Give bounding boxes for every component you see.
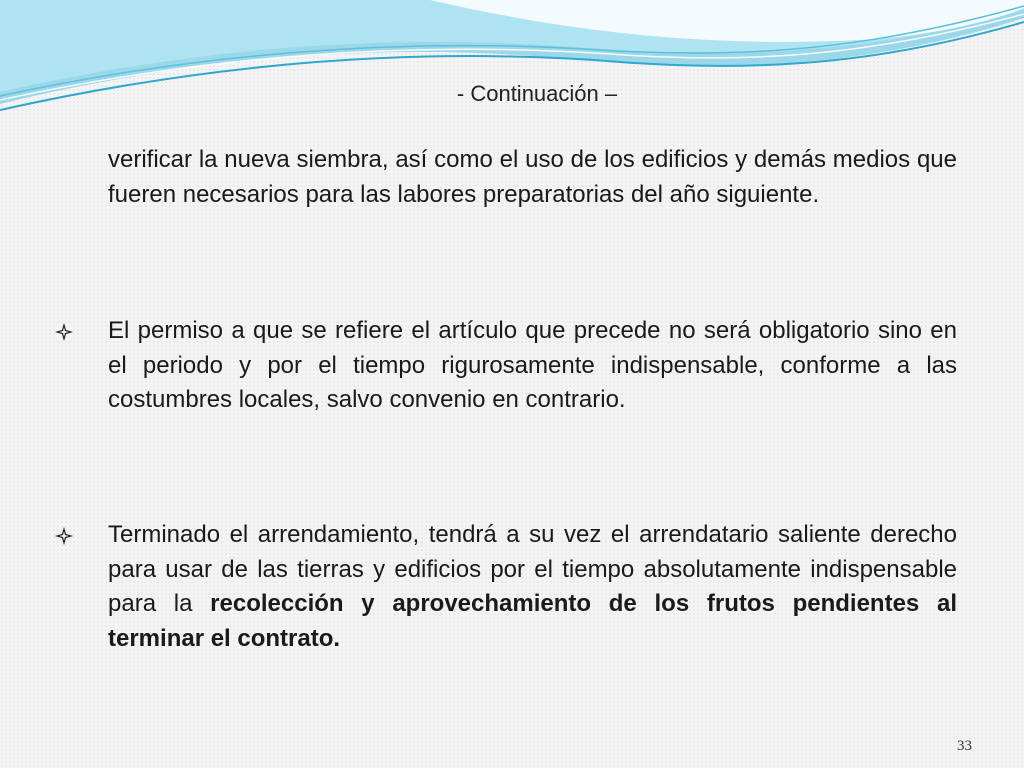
paragraph-bold-text: recolección y aprovechamiento de los frutos pendientes al terminar el contrato. bbox=[108, 590, 957, 652]
diamond-bullet-icon bbox=[52, 524, 76, 548]
page-number: 33 bbox=[957, 738, 972, 754]
slide-subtitle: - Continuación – bbox=[456, 81, 618, 106]
paragraph-continuation bbox=[108, 143, 957, 212]
paragraph-text: verificar la nueva siembra, así como el uso de los edificios y demás medios que fueren necesarios para las labores preparatorias del año siguiente. bbox=[108, 146, 957, 208]
paragraph-permiso bbox=[108, 314, 957, 418]
diamond-bullet-icon bbox=[52, 320, 76, 344]
paragraph-text: Terminado el arrendamiento, tendrá a su vez el arrendatario saliente derecho para usar de las tierras y edificios por el tiempo absolutamente indispensable para la bbox=[108, 521, 957, 617]
paragraph-terminado bbox=[108, 518, 957, 656]
paragraph-text: El permiso a que se refiere el artículo que precede no será obligatorio sino en el periodo y por el tiempo rigurosamente indispensable, conforme a las costumbres locales, salvo convenio en contrario. bbox=[108, 317, 957, 413]
